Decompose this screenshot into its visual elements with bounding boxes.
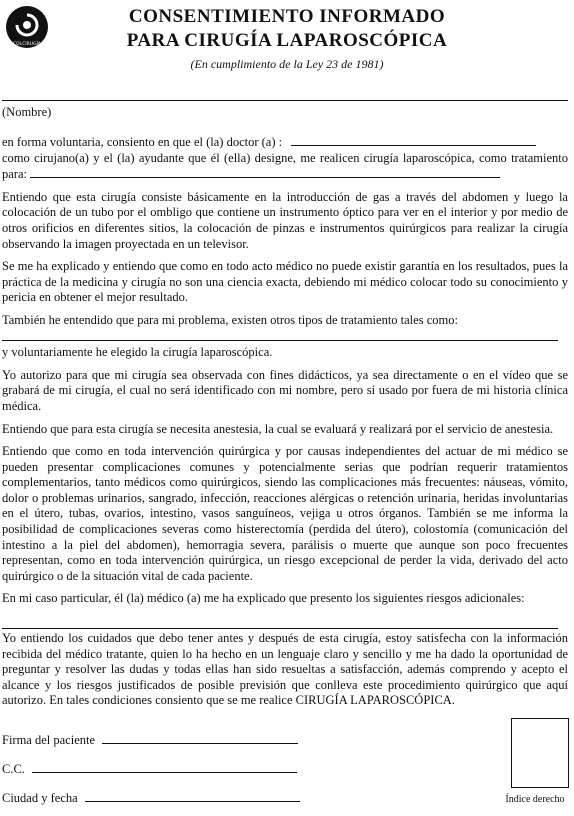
paragraph-doctor: en forma voluntaria, consiento en que el (la) doctor (a) : como cirujano(a) y el (la) ayudante que él (ella) designe, me realicen cirugía laparoscópica, como tratamiento para: <box>2 135 568 182</box>
subtitle: (En cumplimiento de la Ley 23 de 1981) <box>190 57 384 71</box>
paragraph-understanding: Yo entiendo los cuidados que debo tener antes y después de esta cirugía, estoy satisfecha con la información recibida del médico tratante, quien lo ha hecho en un lenguaje claro y sencillo y me ha dado la oportunidad de preguntar y resolver las dudas y todas ellas han sido resueltas a satisfacción, además comprendo y acepto el alcance y los riesgos justificados de posible previsión que conlleva este procedimiento quirúrgico que aquí autorizo. En tales condiciones consiento que se me realice CIRUGÍA LAPAROSCÓPICA. <box>2 631 568 708</box>
patient-signature-field[interactable] <box>102 731 298 744</box>
paragraph-anesthesia: Entiendo que para esta cirugía se necesita anestesia, la cual se evaluará y realizará por el servicio de anestesia. <box>2 421 554 436</box>
title-line-2: PARA CIRUGÍA LAPAROSCÓPICA <box>126 30 448 51</box>
treatment-field[interactable] <box>30 166 500 178</box>
svg-text:COLCIRUGÍA: COLCIRUGÍA <box>13 42 41 47</box>
paragraph-complications: Entiendo que como en toda intervención quirúrgica y por causas independientes del actuar de mi médico se pueden presentar complicaciones comunes y potencialmente serias que podrían requerir tratamientos complementarios, tanto médicos como quirúrgicos, siendo las complicaciones más frecuentes: náuseas, vómito, dolor o problemas urinarios, sangrado, infección, reacciones alérgicas o retención urinaria, heridas involuntarias en el útero, tubas, ovarios, intestino, vasos sanguíneos, vejiga u otros órganos. También se me informa la posibilidad de complicaciones severas como histerectomía (perdida del útero), colostomía (comunicación del intestino a la piel del abdomen), hemorragia severa, parálisis o muerte que aunque son poco frecuentes representan, como en toda intervención quirúrgica, un riesgo excepcional de perder la vida, derivado del acto quirúrgico o de la situación vital de cada paciente. <box>2 444 568 583</box>
doctor-name-field[interactable] <box>291 134 536 146</box>
paragraph-procedure: Entiendo que esta cirugía consiste básicamente en la introducción de gas a través del abdomen y luego la colocación de un tubo por el ombligo que contiene un instrumento óptico para ver en el interior y por medio de otros orificios en diferentes sitios, la colocación de pinzas e instrumentos quirúrgicos para realizar la cirugía observando la imagen proyectada en un televisor. <box>2 189 568 251</box>
city-date-field[interactable] <box>85 789 300 802</box>
paragraph-additional-risks: En mi caso particular, él (la) médico (a) me ha explicado que presento los siguientes riesgos adicionales: <box>2 591 525 606</box>
name-field-line[interactable] <box>2 100 568 101</box>
patient-signature-row: Firma del paciente <box>2 731 298 748</box>
fingerprint-box[interactable] <box>511 718 569 788</box>
fingerprint-label: Índice derecho <box>505 794 565 805</box>
title-line-1: CONSENTIMIENTO INFORMADO <box>128 6 446 27</box>
name-label: (Nombre) <box>2 105 52 119</box>
consent-body <box>2 134 568 716</box>
alternatives-field[interactable] <box>2 329 558 341</box>
paragraph-guarantee: Se me ha explicado y entiendo que como en todo acto médico no puede existir garantía en los resultados, pues la práctica de la medicina y cirugía no son una ciencia exacta, debiendo mi médico colocar todo su conocimiento y pericia en obtener el mejor resultado. <box>2 259 568 305</box>
paragraph-didactic: Yo autorizo para que mi cirugía sea observada con fines didácticos, ya sea directamente o en el vídeo que se grabará de mi cirugía, el cual no será identificado con mi nombre, pero sí usado por fuera de mi historia clínica médica. <box>2 367 568 413</box>
additional-risks-field[interactable] <box>2 614 558 629</box>
paragraph-alternatives: También he entendido que para mi problema, existen otros tipos de tratamiento tales como: y voluntariamente he elegido la cirugía laparoscópica. <box>2 313 568 361</box>
id-field[interactable] <box>32 760 297 773</box>
city-date-row: Ciudad y fecha <box>2 789 300 806</box>
id-row: C.C. <box>2 760 297 777</box>
